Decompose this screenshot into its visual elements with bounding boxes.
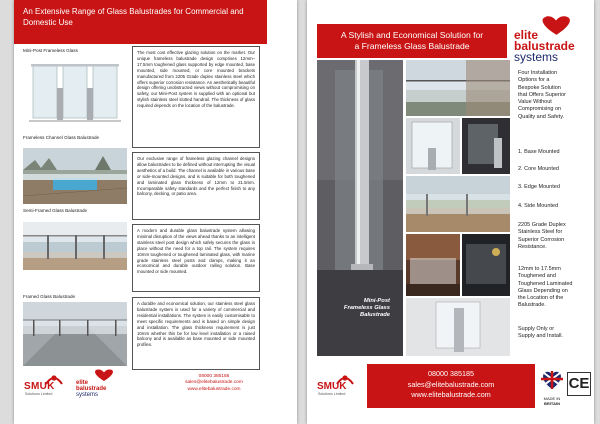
left-banner-line-2: Domestic Use <box>23 18 73 27</box>
smuk-logo <box>24 372 74 398</box>
caption-line-2: Frameless Glass <box>343 305 390 312</box>
framed-balustrade-photo <box>23 302 127 366</box>
intro-line-2: Options for a <box>518 77 550 84</box>
feature1-line-3: Superior Corrosion <box>518 236 565 243</box>
brochure-right-page <box>307 0 594 424</box>
thumb-post-closeup <box>406 298 510 356</box>
made-in-britain-badge <box>541 368 563 408</box>
section-text-semi-framed: A modern and durable glass balustrade system allowing minimal disruption of the views ahead thanks to an intelligent stainless steel post design which safely secures the glass in place without the need for a top rail. The system requires 10mm toughened or toughened laminated glass, with marine grade stainless steel posts and clamps, making it an economical and durable outdoor railing solution. Base mounted or side mounted. <box>132 224 260 292</box>
left-contact-web[interactable]: www.elitebalustrade.com <box>187 386 241 392</box>
feature1-line-2: Stainless Steel for <box>518 229 563 236</box>
feature-stainless-steel <box>518 222 566 251</box>
feature1-line-4: Resistance. <box>518 243 547 250</box>
left-contact-email[interactable]: sales@elitebalustrade.com <box>185 380 243 386</box>
option-side-mounted: 4. Side Mounted <box>518 203 559 209</box>
semi-framed-photo <box>23 222 127 270</box>
caption-line-1: Mini-Post <box>363 298 390 304</box>
section-label-framed: Framed Glass Balustrade <box>23 294 76 299</box>
intro-line-6: Compromising on <box>518 106 562 113</box>
elite-logo-word-3: systems <box>76 392 99 398</box>
union-flag-heart-icon <box>92 368 116 382</box>
smuk-logo-text: SMUK <box>24 381 55 392</box>
supply-line-1: Supply Only or <box>518 326 555 332</box>
thumb-glass-closeup-1 <box>406 118 460 174</box>
ce-mark-badge: CE <box>567 372 591 396</box>
right-page-banner <box>317 24 507 58</box>
main-photo-caption <box>328 298 390 320</box>
section-label-channel: Frameless Channel Glass Balustrade <box>23 135 100 140</box>
intro-line-1: Four Installation <box>518 70 558 76</box>
supply-options <box>518 326 563 341</box>
right-contact-phone[interactable]: 08000 385185 <box>428 369 474 378</box>
left-contact-block <box>164 374 264 393</box>
left-contact-phone[interactable]: 08000 385185 <box>198 374 230 379</box>
feature2-line-1: 12mm to 17.5mm <box>518 266 561 272</box>
section-label-semi-framed: Semi-Framed Glass Balustrade <box>23 208 88 213</box>
feature1-line-1: 2205 Grade Duplex <box>518 222 566 228</box>
made-in-label: MADE IN <box>543 396 561 401</box>
brochure-left-page <box>14 0 297 424</box>
elite-logo-word-1: elite <box>76 380 89 386</box>
section-label-mini-post: Mini-Post Frameless Glass <box>23 48 78 53</box>
feature2-line-6: Balustrade. <box>518 302 546 309</box>
elite-logo-word-3: systems <box>514 50 559 64</box>
smuk-logo-subtext: Solutions Limited <box>318 392 346 396</box>
supply-line-2: Supply and Install. <box>518 333 563 340</box>
right-contact-block <box>367 364 535 408</box>
caption-line-3: Balustrade <box>360 312 390 319</box>
feature2-line-4: Glass Depending on <box>518 287 568 294</box>
channel-balustrade-photo <box>23 148 127 204</box>
feature2-line-3: Toughened Laminated <box>518 280 573 287</box>
thumb-balcony-photo <box>406 60 510 116</box>
option-core-mounted: 2. Core Mounted <box>518 166 559 172</box>
intro-line-3: Bespoke Solution <box>518 84 561 91</box>
union-jack-heart-icon <box>541 368 563 390</box>
feature2-line-5: the Location of the <box>518 295 564 302</box>
intro-line-4: that Offers Superior <box>518 91 566 98</box>
smuk-logo-right <box>317 372 365 400</box>
britain-label: BRITAIN <box>544 400 560 406</box>
right-banner-line-1: A Stylish and Economical Solution for <box>340 30 484 40</box>
smuk-logo-text: SMUK <box>317 381 347 392</box>
section-text-framed: A durable and economical solution, our stainless steel glass balustrade system is used for a variety of commercial and residential installations. The system is easily customisable to meet specific requirements and is based on simple design and installation. The glass thickness requirement is just 10mm whether this be for low level installation or a raised balcony and is available as base mounted or side mounted profiles. <box>132 297 260 370</box>
left-page-banner <box>14 0 267 44</box>
feature-glass-thickness <box>518 266 572 310</box>
intro-line-5: Value Without <box>518 99 552 106</box>
intro-text <box>518 70 566 121</box>
thumb-night-photo <box>462 234 510 296</box>
thumb-decking-photo <box>406 176 510 232</box>
section-text-channel: Our exclusive range of frameless glazing channel designs allow balustrades to be defined without interrupting the visual aesthetics of a build. The channel is available in various base or side-mounted designs, and is suitable for both toughened and laminated glass thickness of 12mm to 21.5mm. Incomparable safety standards and the perfect finish to any balcony, decking, or patio area. <box>132 152 260 220</box>
elite-logo-left <box>76 368 130 400</box>
right-contact-email[interactable]: sales@elitebalustrade.com <box>407 379 495 389</box>
option-edge-mounted: 3. Edge Mounted <box>518 184 560 190</box>
smuk-logo-subtext: Solutions Limited <box>25 392 53 396</box>
thumb-glass-closeup-2 <box>462 118 510 174</box>
mini-post-photo <box>23 58 127 130</box>
section-text-mini-post: The most cost effective glazing solution on the market. Our unique frameless balustrade design comprises 12mm–17.5mm toughened glass supported by edge mounted, base mounted, side mounted, or core mounted brackets manufactured from 2205 Grade duplex stainless steel which offers superior corrosion resistance. An aesthetically beautiful design offering unobstructed views without compromising on safety, our Mini-Post system is supplied with an optional but stylish stainless steel slotted handrail. The thickness of glass required depends on the location of the balustrade. <box>132 46 260 148</box>
option-base-mounted: 1. Base Mounted <box>518 149 560 155</box>
right-contact-web[interactable]: www.elitebalustrade.com <box>411 390 491 399</box>
feature2-line-2: Toughened and <box>518 273 556 280</box>
elite-logo-right <box>514 14 590 70</box>
union-flag-heart-icon <box>538 14 574 36</box>
left-banner-line-1: An Extensive Range of Glass Balustrades for Commercial and <box>23 7 244 16</box>
right-banner-line-2: a Frameless Glass Balustrade <box>354 41 470 51</box>
thumb-interior-photo <box>406 234 460 296</box>
elite-logo-word-1: elite <box>514 28 539 42</box>
elite-logo-word-2: balustrade <box>76 386 107 392</box>
elite-logo-word-2: balustrade <box>514 39 575 53</box>
intro-line-7: Quality and Safety. <box>518 113 565 120</box>
